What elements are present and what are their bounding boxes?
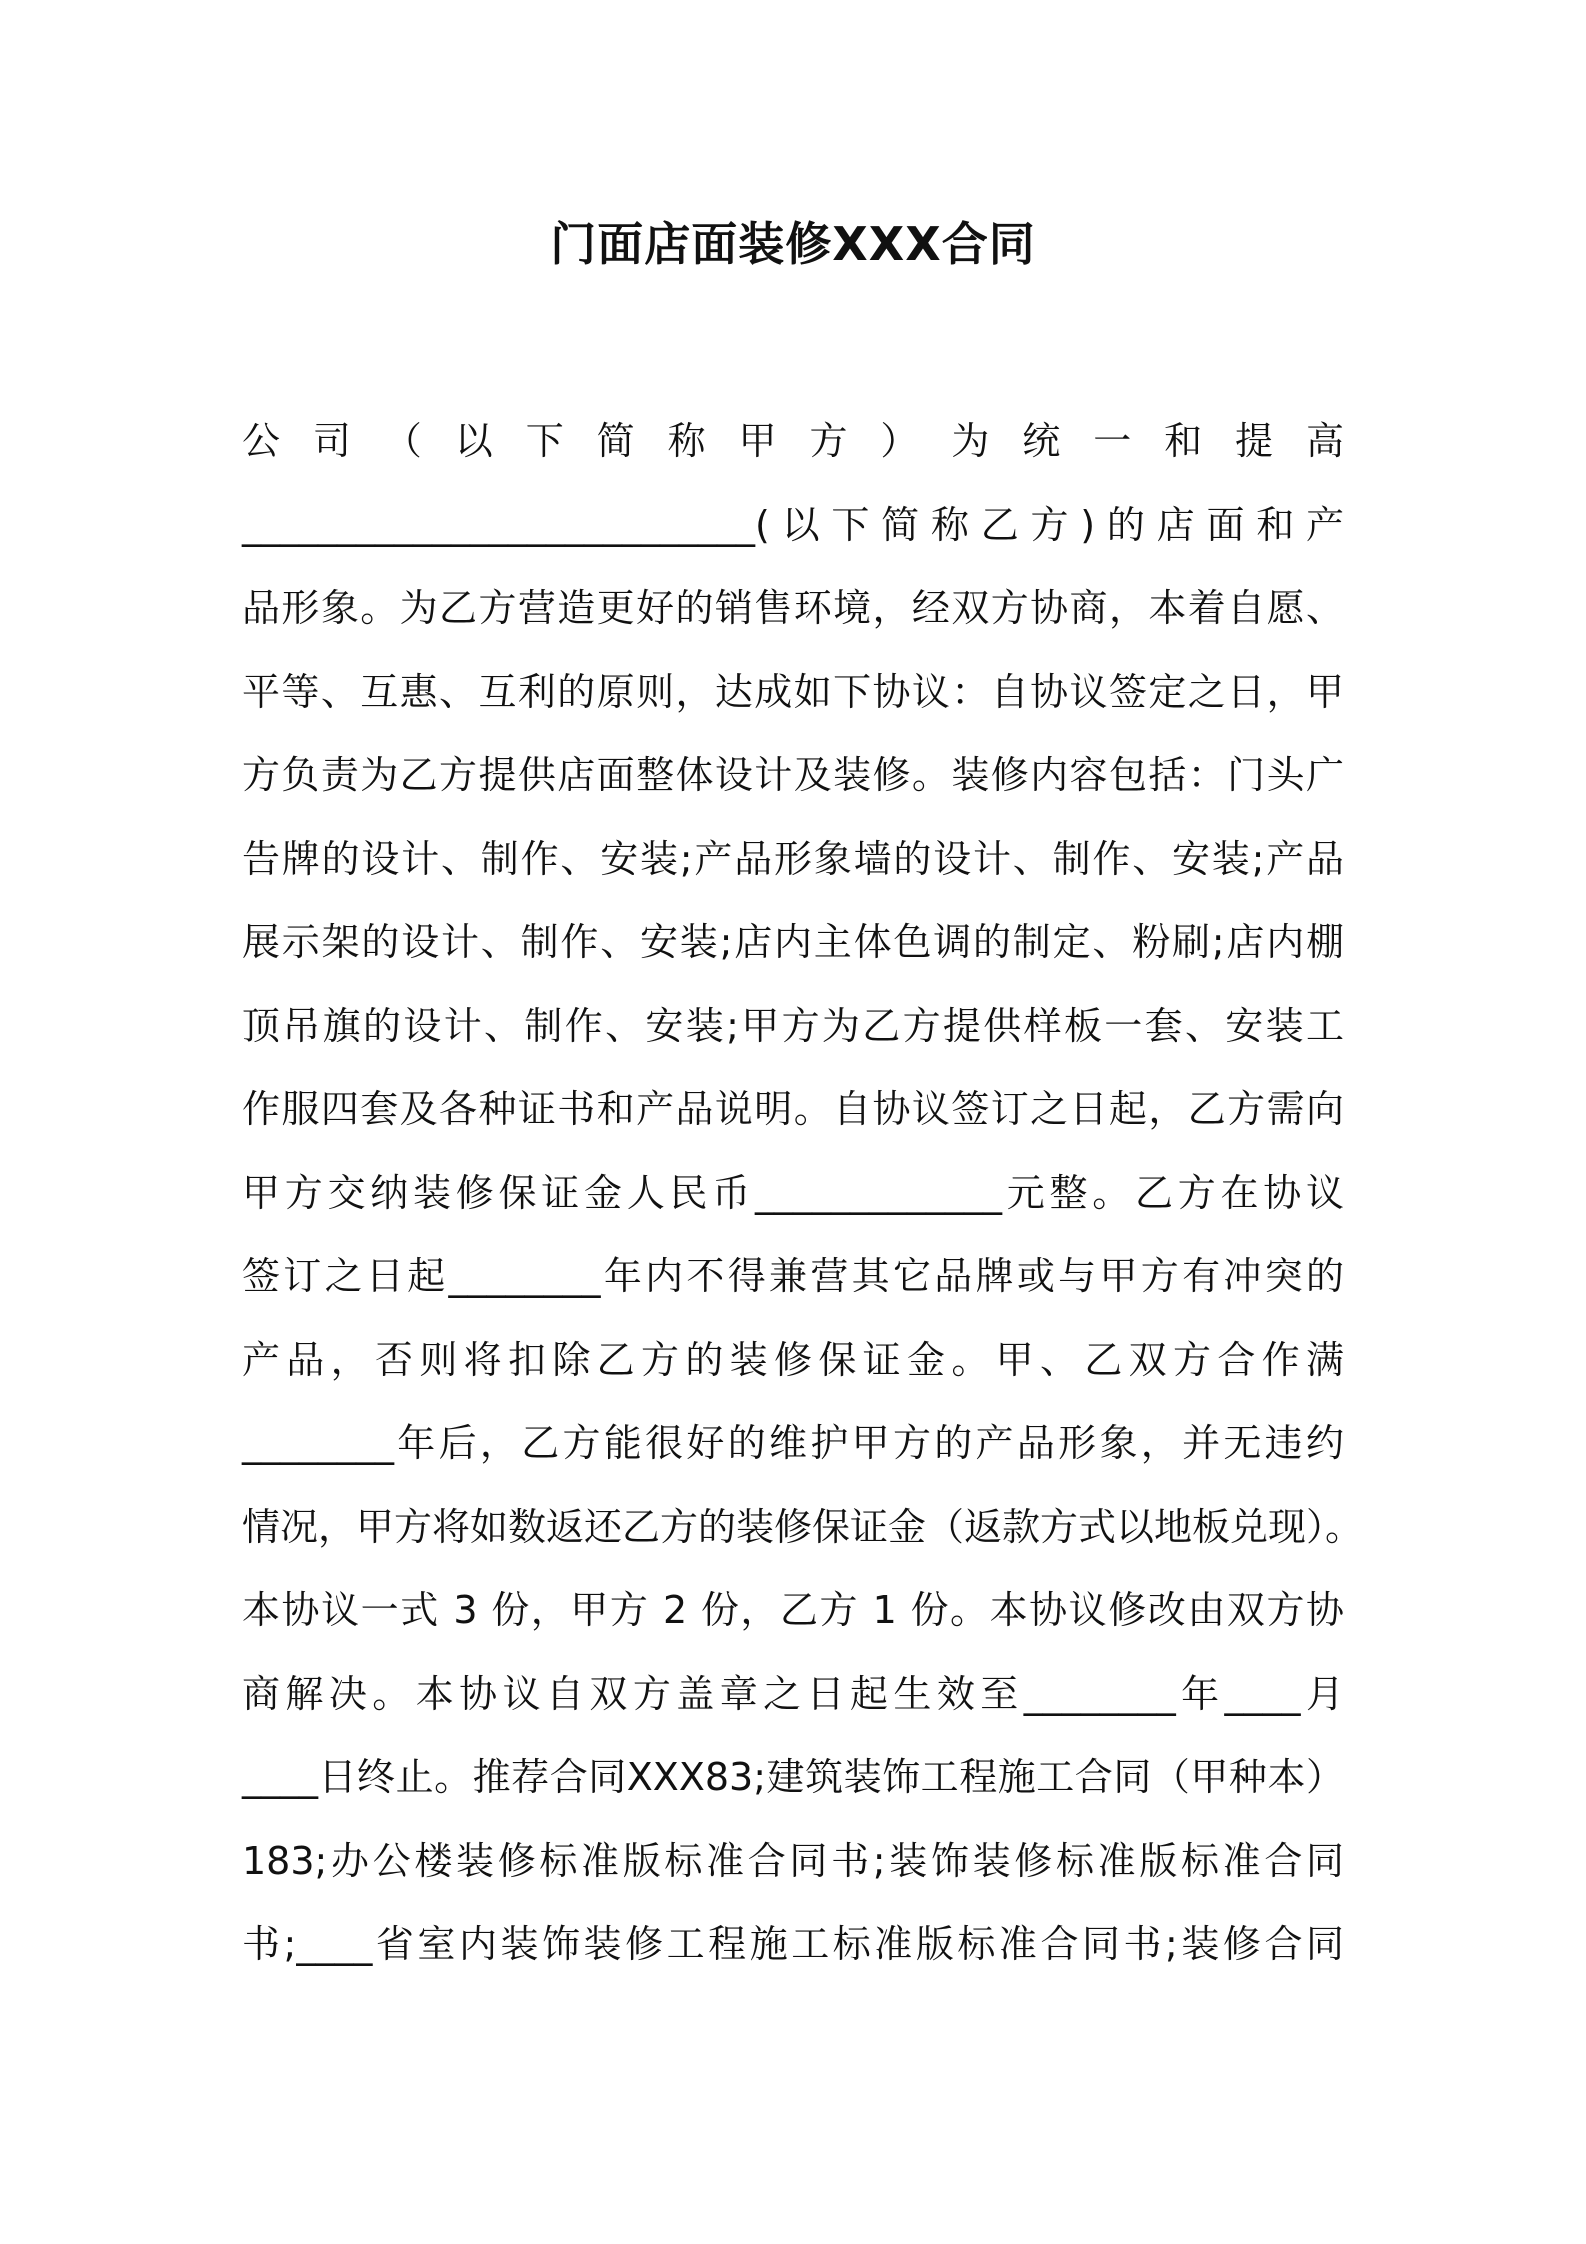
body-line: 公 司 （ 以 下 简 称 甲 方 ） 为 统 一 和 提 高 — [242, 419, 1344, 463]
body-line: 品形象。为乙方营造更好的销售环境，经双方协商，本着自愿、 — [242, 586, 1344, 630]
body-line: 签订之日起________年内不得兼营其它品牌或与甲方有冲突的 — [242, 1254, 1344, 1298]
body-line: ____日终止。推荐合同XXX83;建筑装饰工程施工合同（甲种本） — [242, 1755, 1344, 1799]
body-line: ___________________________(以下简称乙方)的店面和产 — [242, 502, 1344, 547]
body-line: 本协议一式 3 份，甲方 2 份，乙方 1 份。本协议修改由双方协 — [242, 1588, 1344, 1632]
document-body — [242, 400, 1364, 1987]
document-title: 门面店面装修XXX合同 — [550, 217, 1036, 271]
body-line: 产品，否则将扣除乙方的装修保证金。甲、乙双方合作满 — [242, 1337, 1344, 1382]
body-line: 书;____省室内装饰装修工程施工标准版标准合同书;装修合同 — [242, 1922, 1344, 1966]
body-line: 183;办公楼装修标准版标准合同书;装饰装修标准版标准合同 — [242, 1838, 1344, 1883]
body-line: 展示架的设计、制作、安装;店内主体色调的制定、粉刷;店内棚 — [242, 920, 1344, 964]
body-line: 顶吊旗的设计、制作、安装;甲方为乙方提供样板一套、安装工 — [242, 1003, 1344, 1048]
body-line: 平等、互惠、互利的原则，达成如下协议：自协议签定之日，甲 — [242, 669, 1344, 714]
body-line: 情况，甲方将如数返还乙方的装修保证金（返款方式以地板兑现）。 — [242, 1504, 1364, 1549]
body-line: 甲方交纳装修保证金人民币_____________元整。乙方在协议 — [242, 1170, 1344, 1215]
body-line: ________年后，乙方能很好的维护甲方的产品形象，并无违约 — [242, 1421, 1344, 1465]
body-line: 商解决。本协议自双方盖章之日起生效至________年____月 — [242, 1671, 1344, 1716]
body-line: 告牌的设计、制作、安装;产品形象墙的设计、制作、安装;产品 — [242, 836, 1344, 881]
body-line: 方负责为乙方提供店面整体设计及装修。装修内容包括：门头广 — [242, 753, 1344, 797]
body-line: 作服四套及各种证书和产品说明。自协议签订之日起，乙方需向 — [242, 1087, 1344, 1131]
